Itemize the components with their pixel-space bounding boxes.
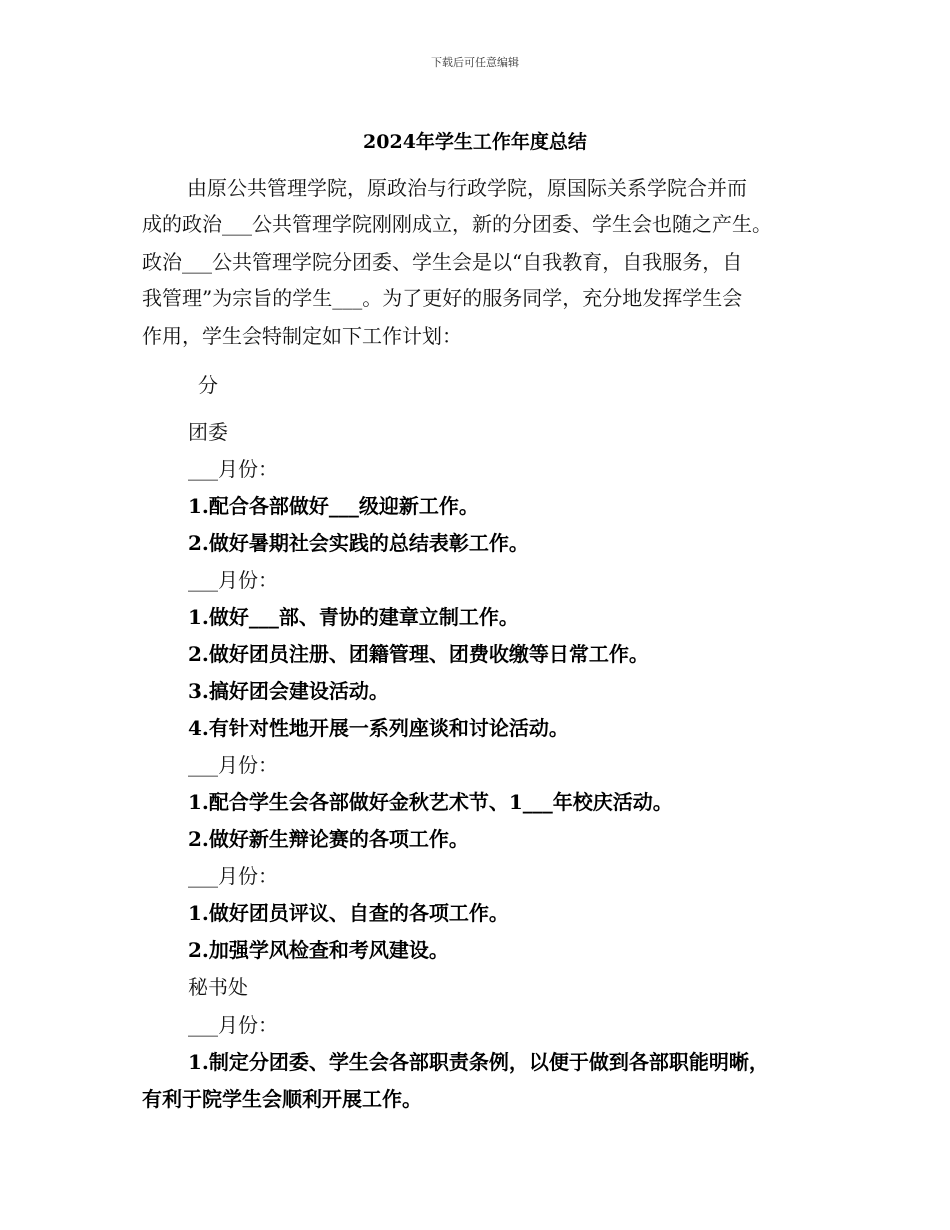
intro-line: 政治___公共管理学院分团委、学生会是以“自我教育，自我服务，自 (142, 250, 743, 274)
list-item: 4.有针对性地开展一系列座谈和讨论活动。 (188, 716, 569, 740)
month-heading: ___月份： (188, 753, 278, 777)
month-heading: ___月份： (188, 864, 278, 888)
list-item: 1.配合各部做好___级迎新工作。 (188, 494, 479, 518)
list-item: 1.配合学生会各部做好金秋艺术节、1___年校庆活动。 (188, 790, 673, 814)
list-item: 3.搞好团会建设活动。 (188, 679, 389, 703)
list-item: 2.做好暑期社会实践的总结表彰工作。 (188, 531, 529, 555)
header-note: 下载后可任意编辑 (431, 56, 519, 69)
section-fen: 分 (198, 373, 218, 397)
list-item: 1.做好___部、青协的建章立制工作。 (188, 605, 519, 629)
month-heading: ___月份： (188, 568, 278, 592)
section-tuanwei: 团委 (188, 420, 228, 444)
month-heading: ___月份： (188, 457, 278, 481)
intro-line: 由原公共管理学院，原政治与行政学院，原国际关系学院合并而 (187, 176, 747, 200)
section-mishuchu: 秘书处 (188, 975, 248, 999)
intro-line: 成的政治___公共管理学院刚刚成立，新的分团委、学生会也随之产生。 (142, 212, 772, 236)
document-title: 2024年学生工作年度总结 (363, 131, 587, 153)
list-item: 有利于院学生会顺利开展工作。 (142, 1087, 422, 1111)
intro-line: 我管理”为宗旨的学生___。为了更好的服务同学，充分地发挥学生会 (142, 286, 743, 310)
list-item: 1.做好团员评议、自查的各项工作。 (188, 901, 509, 925)
list-item: 2.做好团员注册、团籍管理、团费收缴等日常工作。 (188, 642, 649, 666)
intro-line: 作用，学生会特制定如下工作计划： (142, 324, 462, 348)
list-item: 2.加强学风检查和考风建设。 (188, 938, 449, 962)
list-item: 1.制定分团委、学生会各部职责条例，以便于做到各部职能明晰， (188, 1050, 769, 1074)
list-item: 2.做好新生辩论赛的各项工作。 (188, 827, 469, 851)
month-heading: ___月份： (188, 1013, 278, 1037)
